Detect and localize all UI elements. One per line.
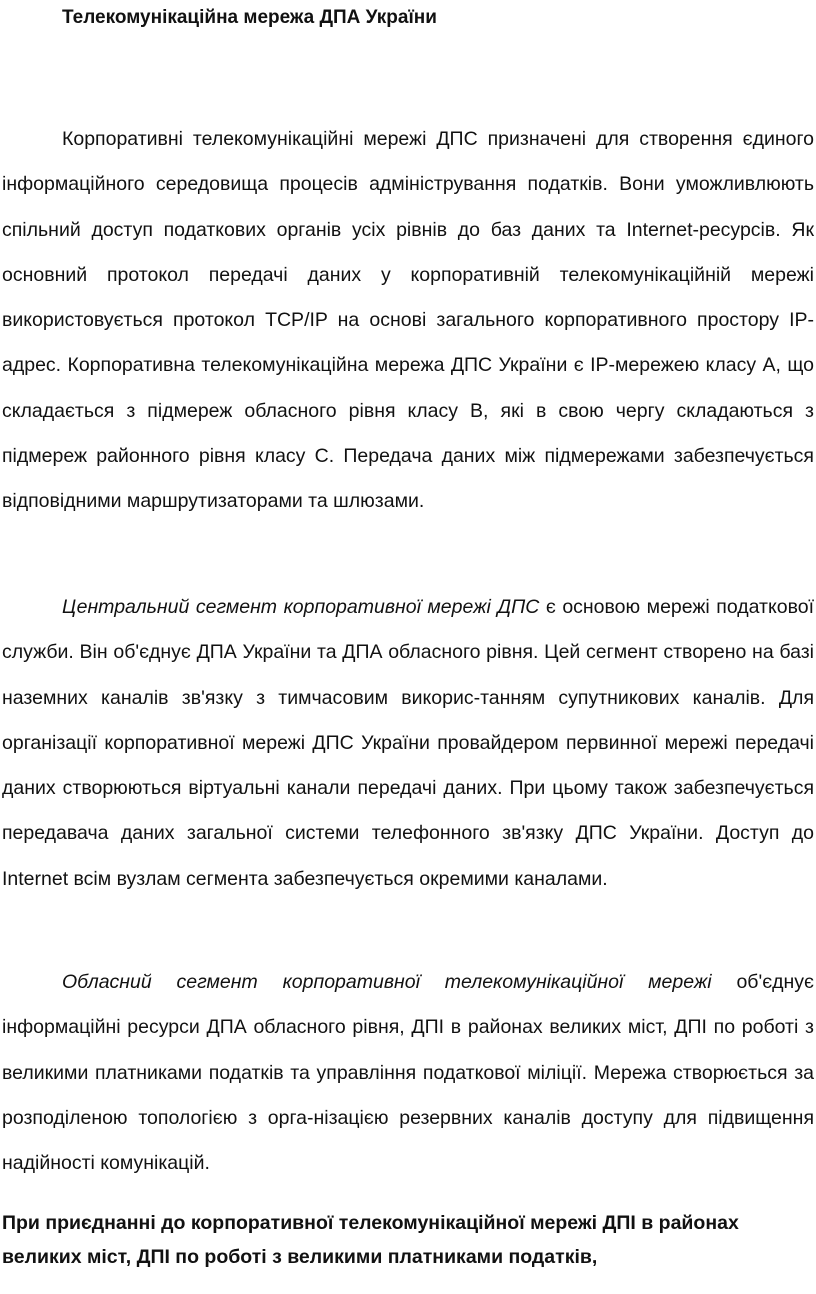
paragraph-regional-segment — [2, 960, 814, 1186]
central-segment-text: є основою мережі податкової служби. Він об'єднує ДПА України та ДПА обласного рівня. Цей сегмент створено на базі наземних каналів зв'язку з тимчасовим викорис-танням супутникових каналів. Для організації корпоративної мережі ДПС України провайдером первинної мережі передачі даних створюються віртуальні канали передачі даних. При цьому також забезпечується передавача даних загальної системи телефонного зв'язку ДПС України. Доступ до Internet всім вузлам сегмента забезпечується окремими каналами. — [2, 596, 814, 890]
regional-segment-term: Обласний сегмент корпоративної телекомунікаційної мережі — [62, 971, 712, 993]
paragraph-connection: При приєднанні до корпоративної телекомунікаційної мережі ДПІ в районах великих міст, ДПІ по роботі з великими платниками податків, — [2, 1212, 739, 1268]
paragraph-corporate-networks: Корпоративні телекомунікаційні мережі ДПС призначені для створення єдиного інформаційного середовища процесів адміністрування податків. Вони уможливлюють спільний доступ податкових органів усіх рівнів до баз даних та Internet-ресурсів. Як основний протокол передачі даних у корпоративній телекомунікаційній мережі використовується протокол TCP/IP на основі загального корпоративного простору IP-адрес. Корпоративна телекомунікаційна мережа ДПС України є IP-мережею класу А, що складається з підмереж обласного рівня класу B, які в свою чергу складаються з підмереж районного рівня класу C. Передача даних між підмережами забезпечується відповідними маршрутизаторами та шлюзами. — [2, 128, 814, 513]
document-title: Телекомунікаційна мережа ДПА України — [62, 7, 437, 28]
central-segment-term: Центральний сегмент корпоративної мережі ДПС — [62, 596, 540, 618]
regional-segment-text: об'єднує інформаційні ресурси ДПА обласного рівня, ДПІ в районах великих міст, ДПІ по роботі з великими платниками податків та управління податкової міліції. Мережа створюється за розподіленою топологією з орга-нізацією резервних каналів доступу для підвищення надійності комунікацій. — [2, 971, 814, 1175]
paragraph-central-segment — [2, 585, 814, 902]
